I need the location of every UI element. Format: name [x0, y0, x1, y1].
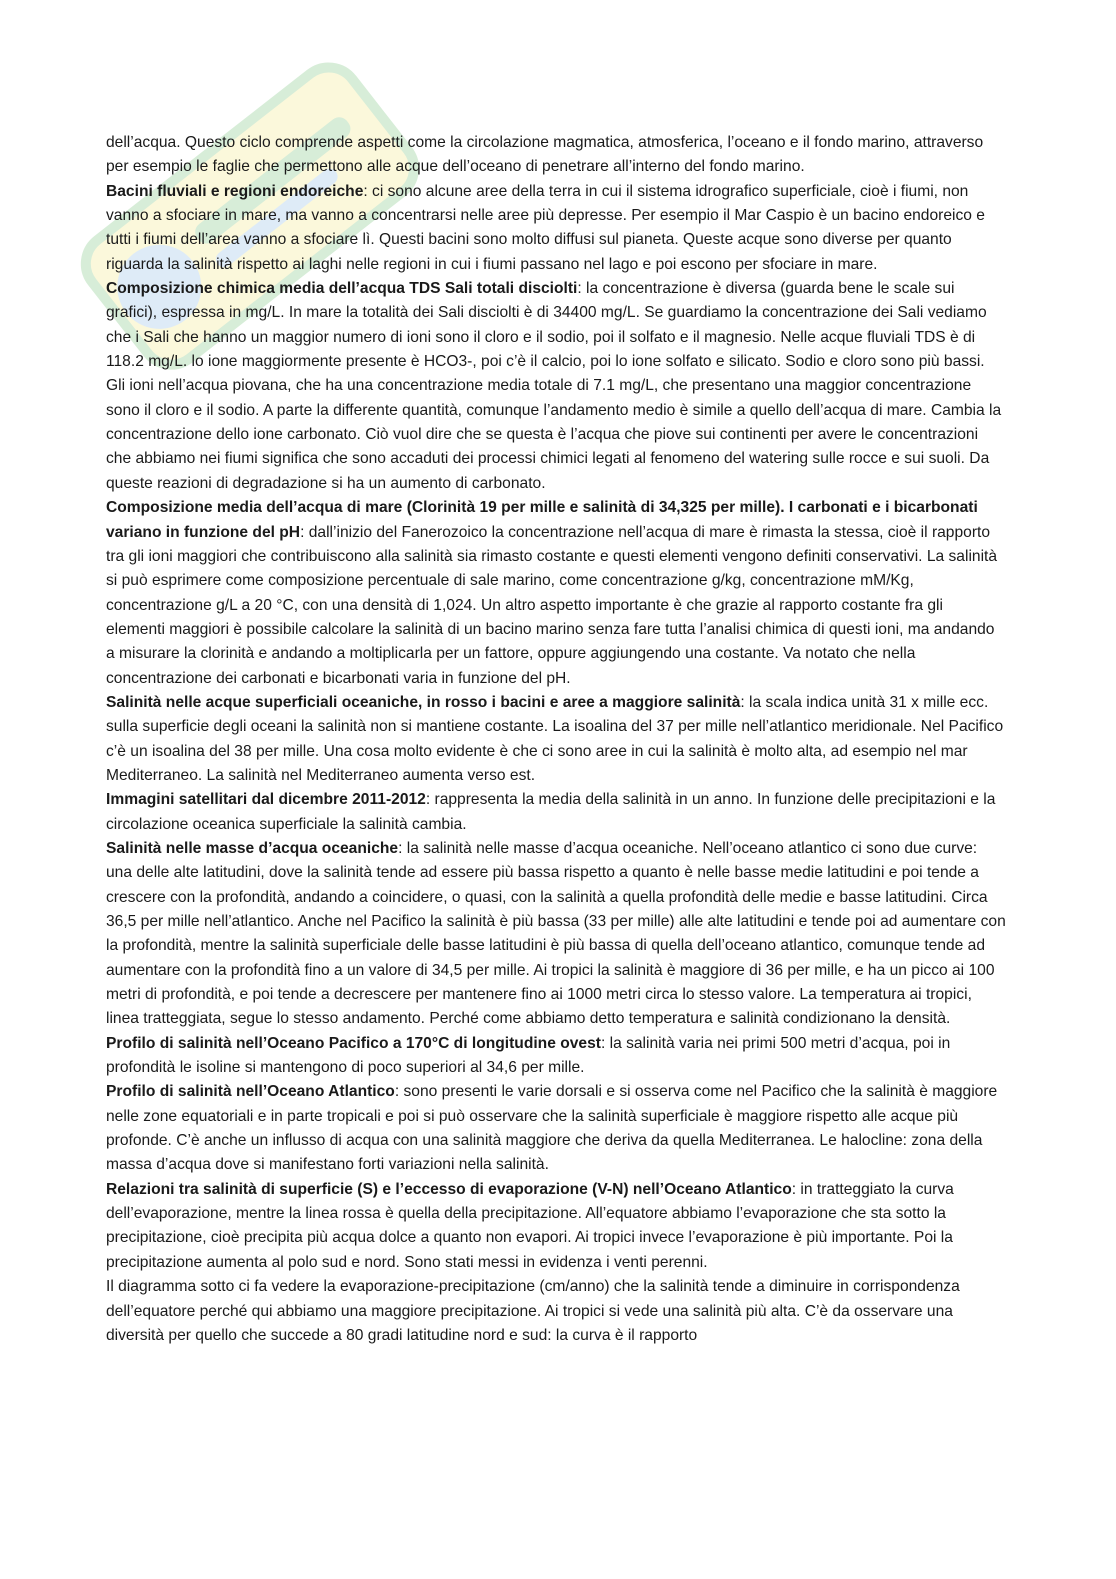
paragraph-8-body: : la salinità varia nei primi 500 metri d’acqua, poi in profondità le isoline si mantengono di poco superiori al 34,6 per mille.	[106, 1034, 951, 1077]
paragraph-10	[106, 1178, 1006, 1275]
paragraph-11-body: Il diagramma sotto ci fa vedere la evaporazione-precipitazione (cm/anno) che la salinità tende a diminuire in corrispondenza dell’equatore perché qui abbiamo una maggiore precipitazione. Ai tropici si vede una salinità più alta. C’è da osservare una diversità per quello che succede a 80 gradi latitudine nord e sud: la curva è il rapporto	[106, 1278, 960, 1344]
paragraph-4-heading: Composizione media dell’acqua di mare (Clorinità 19 per mille e salinità di 34,325 per mille). I carbonati e i bicarbonati variano in funzione del pH	[106, 499, 978, 541]
paragraph-3-heading: Composizione chimica media dell’acqua TDS Sali totali disciolti	[106, 280, 578, 298]
paragraph-2-body: : ci sono alcune aree della terra in cui il sistema idrografico superficiale, cioè i fiumi, non vanno a sfociare in mare, ma vanno a concentrarsi nelle aree più depresse. Per esempio il Mar Caspio è un bacino endoreico e tutti i fiumi dell’area vanno a sfociare lì. Questi bacini sono molto diffusi sul pianeta. Queste acque sono diverse per quanto riguarda la salinità rispetto ai laghi nelle regioni in cui i fiumi passano nel lago e poi escono per sfociare in mare.	[106, 182, 985, 273]
paragraph-11	[106, 1275, 1006, 1348]
paragraph-7-body: : la salinità nelle masse d’acqua oceaniche. Nell’oceano atlantico ci sono due curve: una delle alte latitudini, dove la salinità tende ad essere più bassa rispetto a quanto è nelle basse medie latitudini e poi tende a crescere con la profondità, andando a coincidere, o quasi, con la salinità a quella profondità delle medie e basse latitudini. Circa 36,5 per mille nell’atlantico. Anche nel Pacifico la salinità è più bassa (33 per mille) alle alte latitudini e tende poi ad aumentare con la profondità, mentre la salinità superficiale delle basse latitudini è più bassa di quella dell’oceano atlantico, comunque tende ad aumentare con la profondità fino a un valore di 34,5 per mille. Ai tropici la salinità è maggiore di 36 per mille, e ha un picco ai 100 metri di profondità, e poi tende a decrescere per mantenere fino ai 1000 metri circa lo stesso valore. La temperatura ai tropici, linea tratteggiata, segue lo stesso andamento. Perché come abbiamo detto temperatura e salinità condizionano la densità.	[106, 839, 1006, 1028]
paragraph-4	[106, 496, 1006, 691]
paragraph-2	[106, 180, 1006, 277]
paragraph-9-body: : sono presenti le varie dorsali e si osserva come nel Pacifico che la salinità è maggiore nelle zone equatoriali e in parte tropicali e poi si può osservare che la salinità superficiale è maggiore rispetto alle acque più profonde. C’è anche un influsso di acqua con una salinità maggiore che deriva da quella Mediterranea. Le halocline: zona della massa d’acqua dove si manifestano forti variazioni nella salinità.	[106, 1083, 998, 1174]
paragraph-7-heading: Salinità nelle masse d’acqua oceaniche	[106, 839, 399, 857]
paragraph-6	[106, 788, 1006, 837]
paragraph-4-body: : dall’inizio del Fanerozoico la concentrazione nell’acqua di mare è rimasta la stessa, cioè il rapporto tra gli ioni maggiori che contribuiscono alla salinità sia rimasto costante e questi elementi vengono definiti conservativi. La salinità si può esprimere come composizione percentuale di sale marino, come concentrazione g/kg, concentrazione mM/Kg, concentrazione g/L a 20 °C, con una densità di 1,024. Un altro aspetto importante è che grazie al rapporto costante fra gli elementi maggiori è possibile calcolare la salinità di un bacino marino senza fare tutta l’analisi chimica di questi ioni, ma andando a misurare la clorinità e andando a moltiplicarla per un fattore, oppure aggiungendo una costante. Va notato che nella concentrazione dei carbonati e bicarbonati varia in funzione del pH.	[106, 523, 998, 687]
paragraph-10-heading: Relazioni tra salinità di superficie (S) e l’eccesso di evaporazione (V-N) nell’Oceano Atlantico	[106, 1180, 792, 1198]
paragraph-8	[106, 1032, 1006, 1081]
paragraph-8-heading: Profilo di salinità nell’Oceano Pacifico a 170°C di longitudine ovest	[106, 1034, 601, 1052]
paragraph-5-heading: Salinità nelle acque superficiali oceaniche, in rosso i bacini e aree a maggiore salinità	[106, 693, 741, 711]
paragraph-7	[106, 837, 1006, 1032]
paragraph-1-body: dell’acqua. Questo ciclo comprende aspetti come la circolazione magmatica, atmosferica, l’oceano e il fondo marino, attraverso per esempio le faglie che permettono alle acque dell’oceano di penetrare all’interno del fondo marino.	[106, 134, 984, 176]
paragraph-5	[106, 691, 1006, 788]
paragraph-3	[106, 277, 1006, 496]
paragraph-6-body: : rappresenta la media della salinità in un anno. In funzione delle precipitazioni e la circolazione oceanica superficiale la salinità cambia.	[106, 791, 996, 833]
document-body	[106, 131, 1006, 1348]
paragraph-1	[106, 131, 1006, 180]
paragraph-9	[106, 1080, 1006, 1177]
paragraph-9-heading: Profilo di salinità nell’Oceano Atlantico	[106, 1083, 395, 1101]
paragraph-6-heading: Immagini satellitari dal dicembre 2011-2012	[106, 791, 426, 809]
paragraph-10-body: : in tratteggiato la curva dell’evaporazione, mentre la linea rossa è quella della precipitazione. All’equatore abbiamo l’evaporazione che sta sotto la precipitazione, cioè precipita più acqua dolce a quanto non evapori. Ai tropici invece l’evaporazione è più importante. Poi la precipitazione aumenta al polo sud e nord. Sono stati messi in evidenza i venti perenni.	[106, 1180, 954, 1271]
paragraph-2-heading: Bacini fluviali e regioni endoreiche	[106, 182, 364, 200]
paragraph-5-body: : la scala indica unità 31 x mille ecc. sulla superficie degli oceani la salinità non si mantiene costante. La isoalina del 37 per mille nell’atlantico meridionale. Nel Pacifico c’è un isoalina del 38 per mille. Una cosa molto evidente è che ci sono aree in cui la salinità è molto alta, ad esempio nel mar Mediterraneo. La salinità nel Mediterraneo aumenta verso est.	[106, 693, 1004, 784]
paragraph-3-body: : la concentrazione è diversa (guarda bene le scale sui grafici), espressa in mg/L. In mare la totalità dei Sali disciolti è di 34400 mg/L. Se guardiamo la concentrazione dei Sali vediamo che i Sali che hanno un maggior numero di ioni sono il cloro e il sodio, poi il solfato e il magnesio. Nelle acque fluviali TDS è di 118.2 mg/L. lo ione maggiormente presente è HCO3-, poi c’è il calcio, poi lo ione solfato e silicato. Sodio e cloro sono più bassi. Gli ioni nell’acqua piovana, che ha una concentrazione media totale di 7.1 mg/L, che presentano una maggior concentrazione sono il cloro e il sodio. A parte la differente quantità, comunque l’andamento medio è simile a quello dell’acqua di mare. Cambia la concentrazione dello ione carbonato. Ciò vuol dire che se questa è l’acqua che piove sui continenti per avere le concentrazioni che abbiamo nei fiumi significa che sono accaduti dei processi chimici legati al fenomeno del watering sulle rocce e sui suoli. Da queste reazioni di degradazione si ha un aumento di carbonato.	[106, 280, 1002, 492]
